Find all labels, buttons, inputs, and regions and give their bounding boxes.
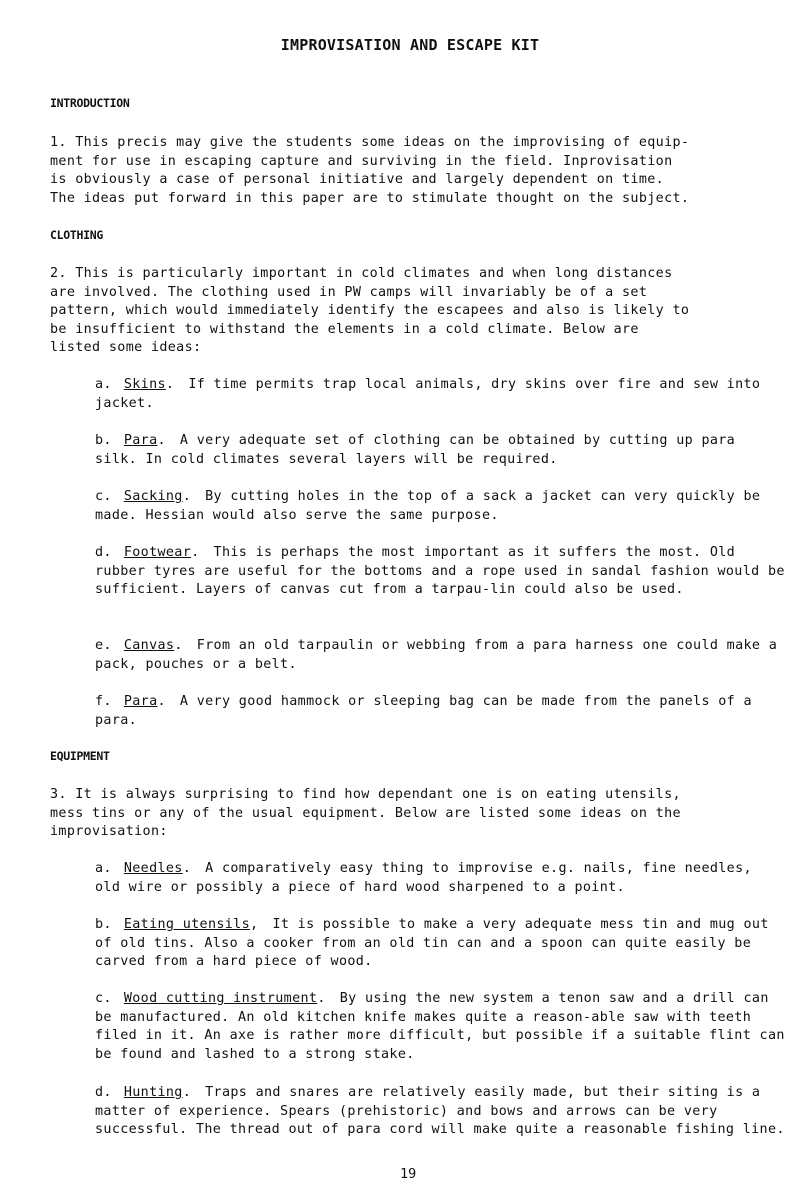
item-text: A very adequate set of clothing can be obtained by cutting up para silk. In cold climates several layers will be required. [95,433,736,467]
item-keyword: Eating utensils [123,917,251,932]
item-keyword: Para [123,433,158,448]
item-label: b. [95,917,112,932]
item-text: If time permits trap local animals, dry skins over fire and sew into jacket. [95,377,761,411]
item-text: This is perhaps the most important as it suffers the most. Old rubber tyres are useful for the bottoms and a rope used in sandal fashion would be sufficient. Layers of canvas cut from a tarpau-lin could also be used. [95,545,785,598]
item-keyword: Canvas [123,638,175,653]
list-item: b. Para. A very adequate set of clothing can be obtained by cutting up para silk. In cold climates several layers will be required. [95,433,736,467]
item-text: From an old tarpaulin or webbing from a para harness one could make a pack, pouches or a belt. [95,638,778,672]
item-text: It is possible to make a very adequate mess tin and mug out of old tins. Also a cooker from an old tin can and a spoon can quite easily be carved from a hard piece of wood. [95,917,769,970]
paragraph-equipment: 3. It is always surprising to find how dependant one is on eating utensils, mess tins or any of the usual equipment. Below are listed some ideas on the improvisation: [50,787,681,840]
item-text: A comparatively easy thing to improvise e.g. nails, fine needles, old wire or possibly a piece of hard wood sharpened to a point. [95,861,752,895]
page-number: 19 [400,1166,417,1182]
item-keyword: Needles [123,861,183,876]
page-title: IMPROVISATION AND ESCAPE KIT [280,36,540,54]
item-keyword: Wood cutting instrument [123,991,318,1006]
paragraph-introduction: 1. This precis may give the students some ideas on the improvising of equip- ment for use in escaping capture and surviving in the field. Inprovisation is obviously a case of personal initiative and largely dependent on time. The ideas put forward in this paper are to stimulate thought on the subject. [50,135,690,206]
section-heading-clothing: CLOTHING [50,228,103,242]
item-keyword: Hunting [123,1085,183,1100]
item-text: By cutting holes in the top of a sack a jacket can very quickly be made. Hessian would also serve the same purpose. [95,489,761,523]
list-item: d. Hunting. Traps and snares are relatively easily made, but their siting is a matter of experience. Spears (prehistoric) and bows and arrows can be very successful. The thread out of para cord will make quite a reasonable fishing line. [95,1085,785,1138]
item-label: e. [95,638,112,653]
list-item: c. Sacking. By cutting holes in the top of a sack a jacket can very quickly be made. Hessian would also serve the same purpose. [95,489,761,523]
paragraph-clothing: 2. This is particularly important in cold climates and when long distances are involved. The clothing used in PW camps will invariably be of a set pattern, which would immediately identify the escapees and also is likely to be insufficient to withstand the elements in a cold climate. Below are listed some ideas: [50,266,690,356]
item-keyword: Footwear [123,545,192,560]
item-label: b. [95,433,112,448]
item-label: a. [95,377,112,392]
list-item: a. Needles. A comparatively easy thing to improvise e.g. nails, fine needles, old wire or possibly a piece of hard wood sharpened to a point. [95,861,752,895]
section-heading-introduction: INTRODUCTION [50,96,130,110]
section-heading-equipment: EQUIPMENT [50,749,110,763]
item-label: a. [95,861,112,876]
list-item: a. Skins. If time permits trap local animals, dry skins over fire and sew into jacket. [95,377,761,411]
item-label: c. [95,489,112,504]
item-text: A very good hammock or sleeping bag can be made from the panels of a para. [95,694,752,728]
item-label: f. [95,694,112,709]
item-text: Traps and snares are relatively easily made, but their siting is a matter of experience. Spears (prehistoric) and bows and arrows can be very successful. The thread out of para cord will make quite a reasonable fishing line. [95,1085,785,1138]
item-label: c. [95,991,112,1006]
list-item: d. Footwear. This is perhaps the most important as it suffers the most. Old rubber tyres are useful for the bottoms and a rope used in sandal fashion would be sufficient. Layers of canvas cut from a tarpau-lin could also be used. [95,545,785,598]
item-keyword: Sacking [123,489,183,504]
item-label: d. [95,1085,112,1100]
item-text: By using the new system a tenon saw and a drill can be manufactured. An old kitchen knife makes quite a reason-able saw with teeth filed in it. An axe is rather more difficult, but possible if a suitable flint can be found and lashed to a strong stake. [95,991,785,1062]
item-label: d. [95,545,112,560]
list-item: e. Canvas. From an old tarpaulin or webbing from a para harness one could make a pack, pouches or a belt. [95,638,778,672]
list-item: b. Eating utensils, It is possible to make a very adequate mess tin and mug out of old tins. Also a cooker from an old tin can and a spoon can quite easily be carved from a hard piece of wood. [95,917,769,970]
item-keyword: Skins [123,377,166,392]
list-item: c. Wood cutting instrument. By using the new system a tenon saw and a drill can be manufactured. An old kitchen knife makes quite a reason-able saw with teeth filed in it. An axe is rather more difficult, but possible if a suitable flint can be found and lashed to a strong stake. [95,991,785,1062]
item-keyword: Para [123,694,158,709]
list-item: f. Para. A very good hammock or sleeping bag can be made from the panels of a para. [95,694,752,728]
